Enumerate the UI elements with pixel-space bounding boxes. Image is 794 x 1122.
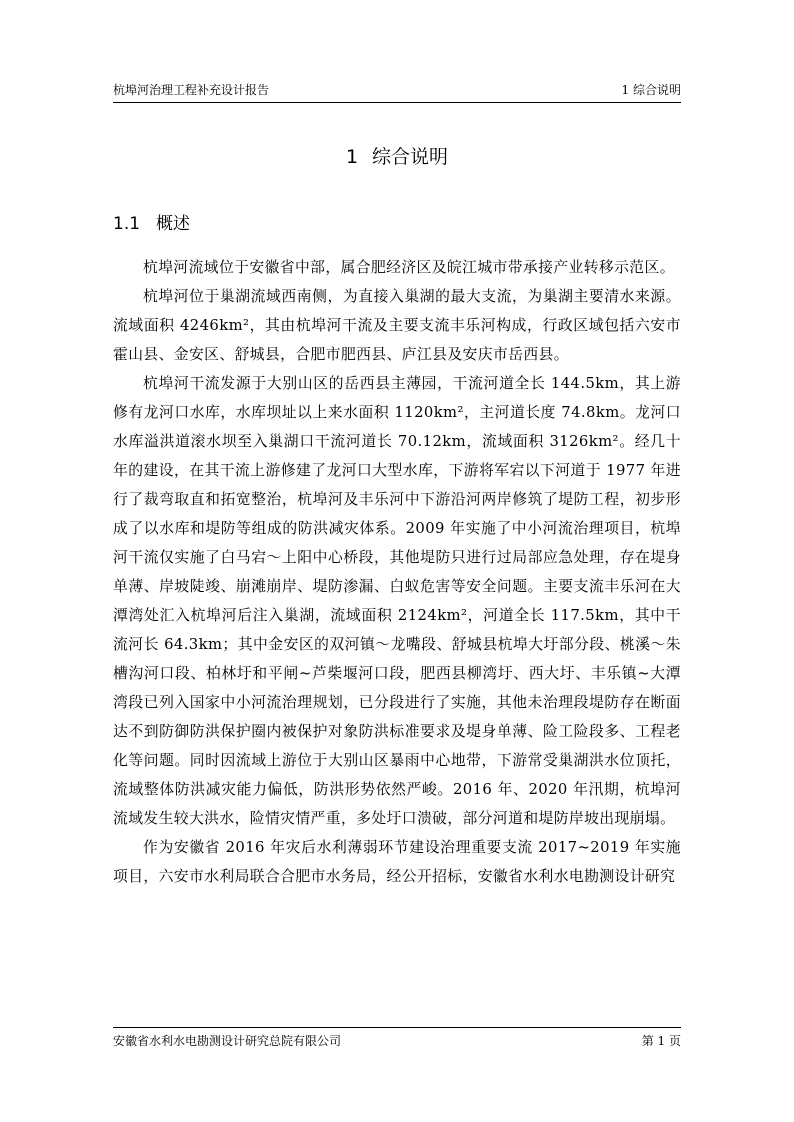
page-footer: [113, 1027, 681, 1050]
chapter-title: [113, 144, 681, 170]
chapter-number: 1: [345, 146, 359, 168]
section-title-text: 概述: [156, 214, 191, 234]
footer-company: 安徽省水利水电勘测设计研究总院有限公司: [113, 1034, 342, 1048]
paragraph-2: 杭埠河位于巢湖流域西南侧，为直接入巢湖的最大支流，为巢湖主要清水来源。流域面积 4246km²，其由杭埠河干流及主要支流丰乐河构成，行政区域包括六安市霍山县、金安区、舒城县，合肥市肥西县、庐江县及安庆市岳西县。: [113, 288, 681, 363]
paragraph-3: 杭埠河干流发源于大别山区的岳西县主薄园，干流河道全长 144.5km，其上游修有龙河口水库，水库坝址以上来水面积 1120km²，主河道长度 74.8km。龙河口水库溢洪道滚水坝至入巢湖口干流河道长 70.12km，流域面积 3126km²。经几十年的建设，在其干流上游修建了龙河口大型水库，下游将军宕以下河道于 1977 年进行了裁弯取直和拓宽整治，杭埠河及丰乐河中下游沿河两岸修筑了堤防工程，初步形成了以水库和堤防等组成的防洪减灾体系。2009 年实施了中小河流治理项目，杭埠河干流仅实施了白马宕～上阳中心桥段，其他堤防只进行过局部应急处理，存在堤身单薄、岸坡陡竣、崩滩崩岸、堤防渗漏、白蚁危害等安全问题。主要支流丰乐河在大潭湾处汇入杭埠河后注入巢湖，流域面积 2124km²，河道全长 117.5km，其中干流河长 64.3km；其中金安区的双河镇～龙嘴段、舒城县杭埠大圩部分段、桃溪～朱槽沟河口段、柏林圩和平闸~芦柴堰河口段，肥西县柳湾圩、西大圩、丰乐镇~大潭湾段已列入国家中小河流治理规划，已分段进行了实施，其他未治理段堤防存在断面达不到防御防洪保护圈内被保护对象防洪标准要求及堤身单薄、险工险段多、工程老化等问题。同时因流域上游位于大别山区暴雨中心地带，下游常受巢湖洪水位顶托，流域整体防洪减灾能力偏低，防洪形势依然严峻。2016 年、2020 年汛期，杭埠河流域发生较大洪水，险情灾情严重，多处圩口溃破，部分河道和堤防岸坡出现崩塌。: [113, 375, 681, 827]
header-report-title: 杭埠河治理工程补充设计报告: [113, 83, 270, 97]
section-number: 1.1: [113, 214, 141, 234]
footer-page-number: 第 1 页: [641, 1034, 681, 1048]
section-heading: [113, 212, 190, 236]
paragraph-4: 作为安徽省 2016 年灾后水利薄弱环节建设治理重要支流 2017~2019 年实施项目，六安市水利局联合合肥市水务局，经公开招标，安徽省水利水电勘测设计研究: [113, 839, 681, 885]
paragraph-1: 杭埠河流域位于安徽省中部，属合肥经济区及皖江城市带承接产业转移示范区。: [143, 259, 675, 276]
chapter-title-text: 综合说明: [372, 146, 449, 168]
header-chapter-label: 1 综合说明: [621, 83, 681, 97]
body-text: [113, 253, 681, 891]
page-header: [113, 80, 681, 103]
